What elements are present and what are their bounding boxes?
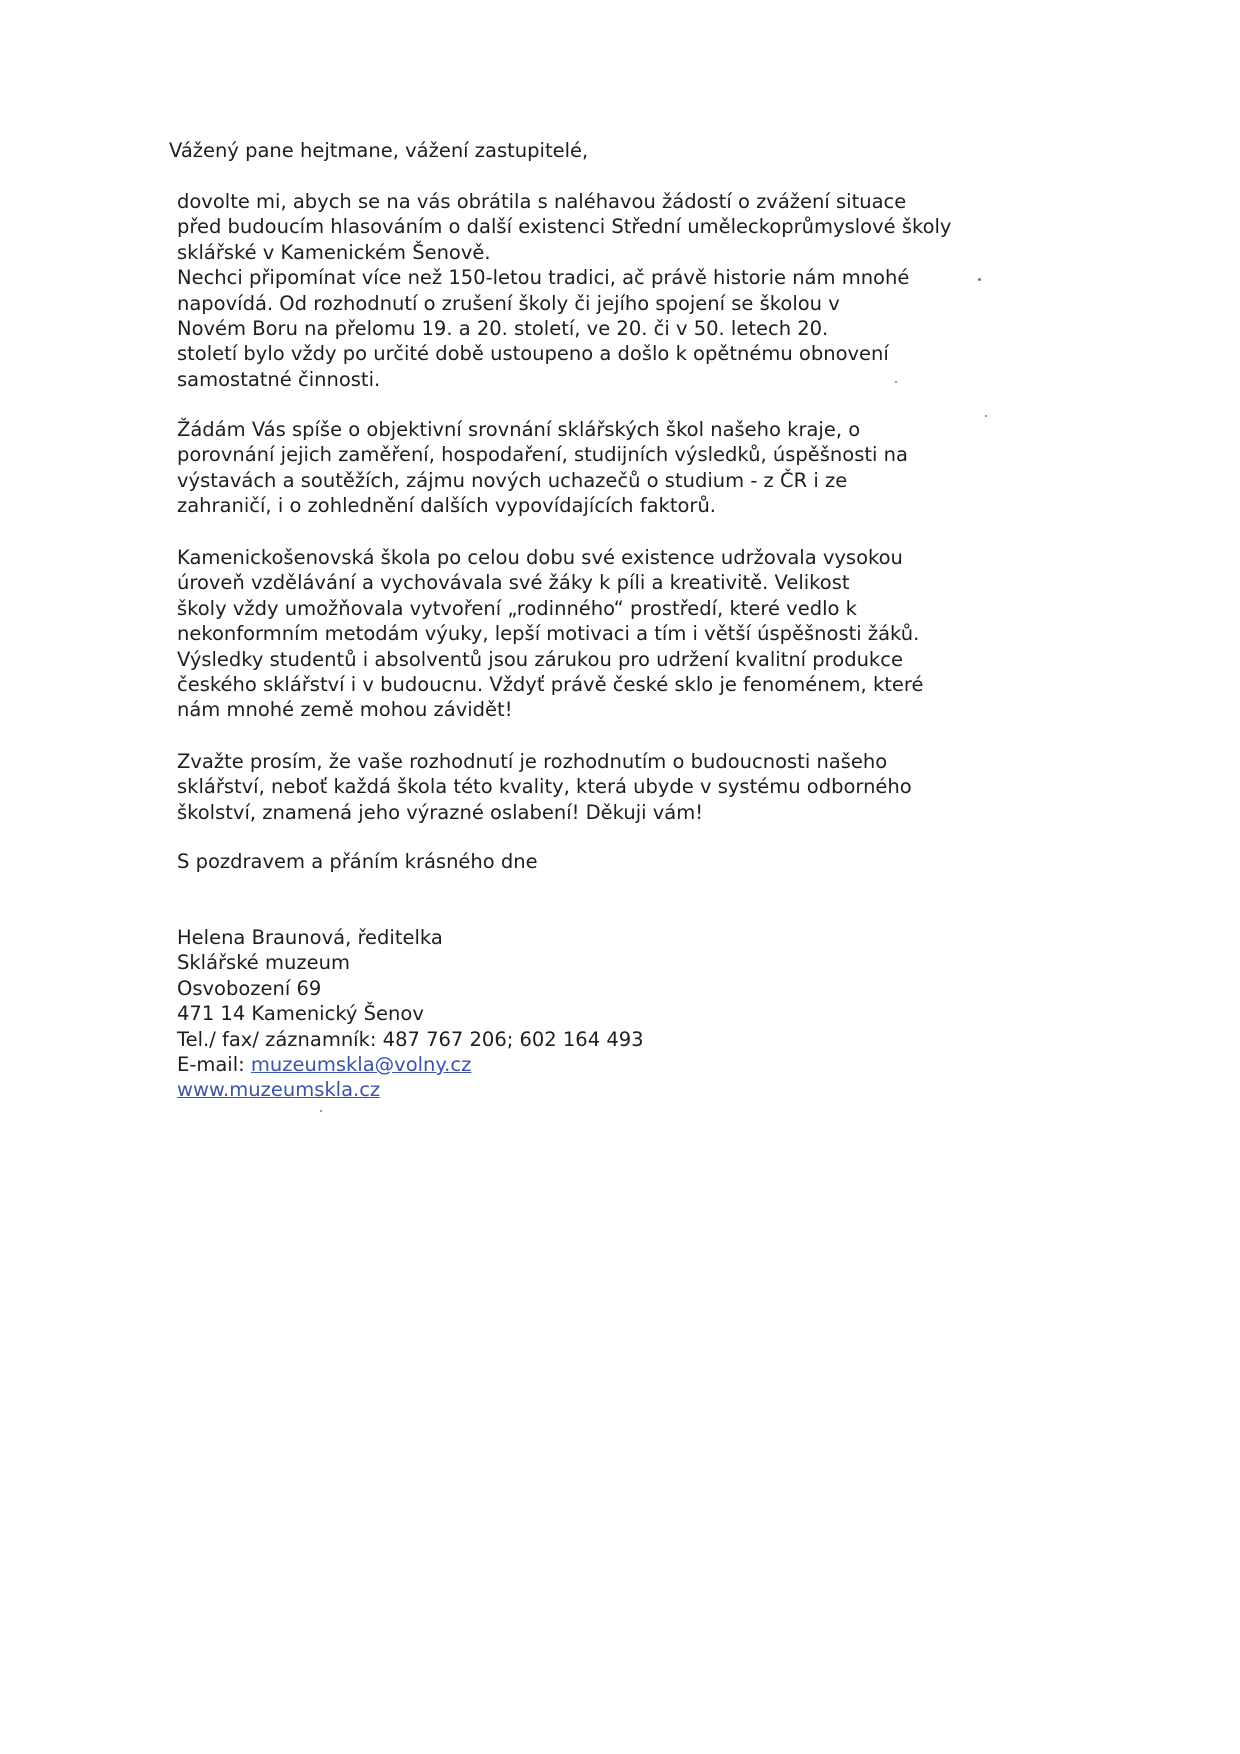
signature-phone: Tel./ fax/ záznamník: 487 767 206; 602 164 493	[177, 1027, 644, 1051]
paragraph-line: sklářské v Kamenickém Šenově.	[177, 240, 491, 264]
paragraph-line: školy vždy umožňovala vytvoření „rodinného“ prostředí, které vedlo k	[177, 596, 857, 620]
scan-speck	[895, 381, 897, 383]
signature-website-row	[177, 1077, 644, 1102]
signature-name: Helena Braunová, ředitelka	[177, 926, 443, 949]
signature-street: Osvobození 69	[177, 976, 322, 1000]
paragraph-request	[177, 189, 951, 392]
signature-email-row	[177, 1052, 644, 1077]
salutation: Vážený pane hejtmane, vážení zastupitelé,	[169, 139, 589, 162]
paragraph-line: výstavách a soutěžích, zájmu nových uchazečů o studium - z ČR i ze	[177, 468, 848, 492]
paragraph-line: samostatné činnosti.	[177, 367, 381, 391]
scan-speck	[978, 278, 981, 281]
paragraph-line: porovnání jejich zaměření, hospodaření, studijních výsledků, úspěšnosti na	[177, 443, 908, 467]
paragraph-line: Zvažte prosím, že vaše rozhodnutí je rozhodnutím o budoucnosti našeho	[177, 750, 888, 773]
paragraph-line: před budoucím hlasováním o další existenci Střední uměleckoprůmyslové školy	[177, 215, 952, 239]
signature-city: 471 14 Kamenický Šenov	[177, 1002, 424, 1026]
closing	[177, 849, 538, 874]
paragraph-line: století bylo vždy po určité době ustoupeno a došlo k opětnému obnovení	[177, 342, 889, 366]
paragraph-school	[177, 545, 923, 723]
paragraph-line: napovídá. Od rozhodnutí o zrušení školy či jejího spojení se školou v	[177, 291, 840, 315]
email-label: E-mail:	[177, 1053, 251, 1077]
paragraph-comparison	[177, 417, 908, 519]
paragraph-line: zahraničí, i o zohlednění dalších vypovídajících faktorů.	[177, 494, 717, 518]
scan-speck	[320, 1110, 322, 1112]
paragraph-plea	[177, 749, 912, 825]
paragraph-line: úroveň vzdělávání a vychovávala své žáky k píli a kreativitě. Velikost	[177, 571, 850, 595]
paragraph-line: Žádám Vás spíše o objektivní srovnání sklářských škol našeho kraje, o	[177, 418, 861, 441]
paragraph-line: Nechci připomínat více než 150-letou tradici, ač právě historie nám mnohé	[177, 266, 910, 290]
paragraph-line: českého sklářství i v budoucnu. Vždyť právě české sklo je fenoménem, které	[177, 673, 924, 697]
website-link[interactable]: www.muzeumskla.cz	[177, 1078, 381, 1102]
signature-block	[177, 925, 644, 1103]
paragraph-line: Novém Boru na přelomu 19. a 20. století, ve 20. či v 50. letech 20.	[177, 317, 829, 341]
scan-speck	[985, 415, 987, 417]
paragraph-line: nekonformním metodám výuky, lepší motivaci a tím i větší úspěšnosti žáků.	[177, 622, 920, 646]
email-link[interactable]: muzeumskla@volny.cz	[250, 1053, 472, 1077]
closing-line: S pozdravem a přáním krásného dne	[177, 850, 538, 873]
paragraph-line: Výsledky studentů i absolventů jsou zárukou pro udržení kvalitní produkce	[177, 647, 903, 671]
paragraph-line: školství, znamená jeho výrazné oslabení! Děkuji vám!	[177, 800, 704, 824]
paragraph-line: dovolte mi, abych se na vás obrátila s naléhavou žádostí o zvážení situace	[177, 190, 907, 213]
signature-institution: Sklářské muzeum	[177, 951, 350, 975]
paragraph-line: Kamenickošenovská škola po celou dobu své existence udržovala vysokou	[177, 546, 903, 569]
paragraph-line: sklářství, neboť každá škola této kvality, která ubyde v systému odborného	[177, 775, 912, 799]
paragraph-line: nám mnohé země mohou závidět!	[177, 698, 513, 722]
